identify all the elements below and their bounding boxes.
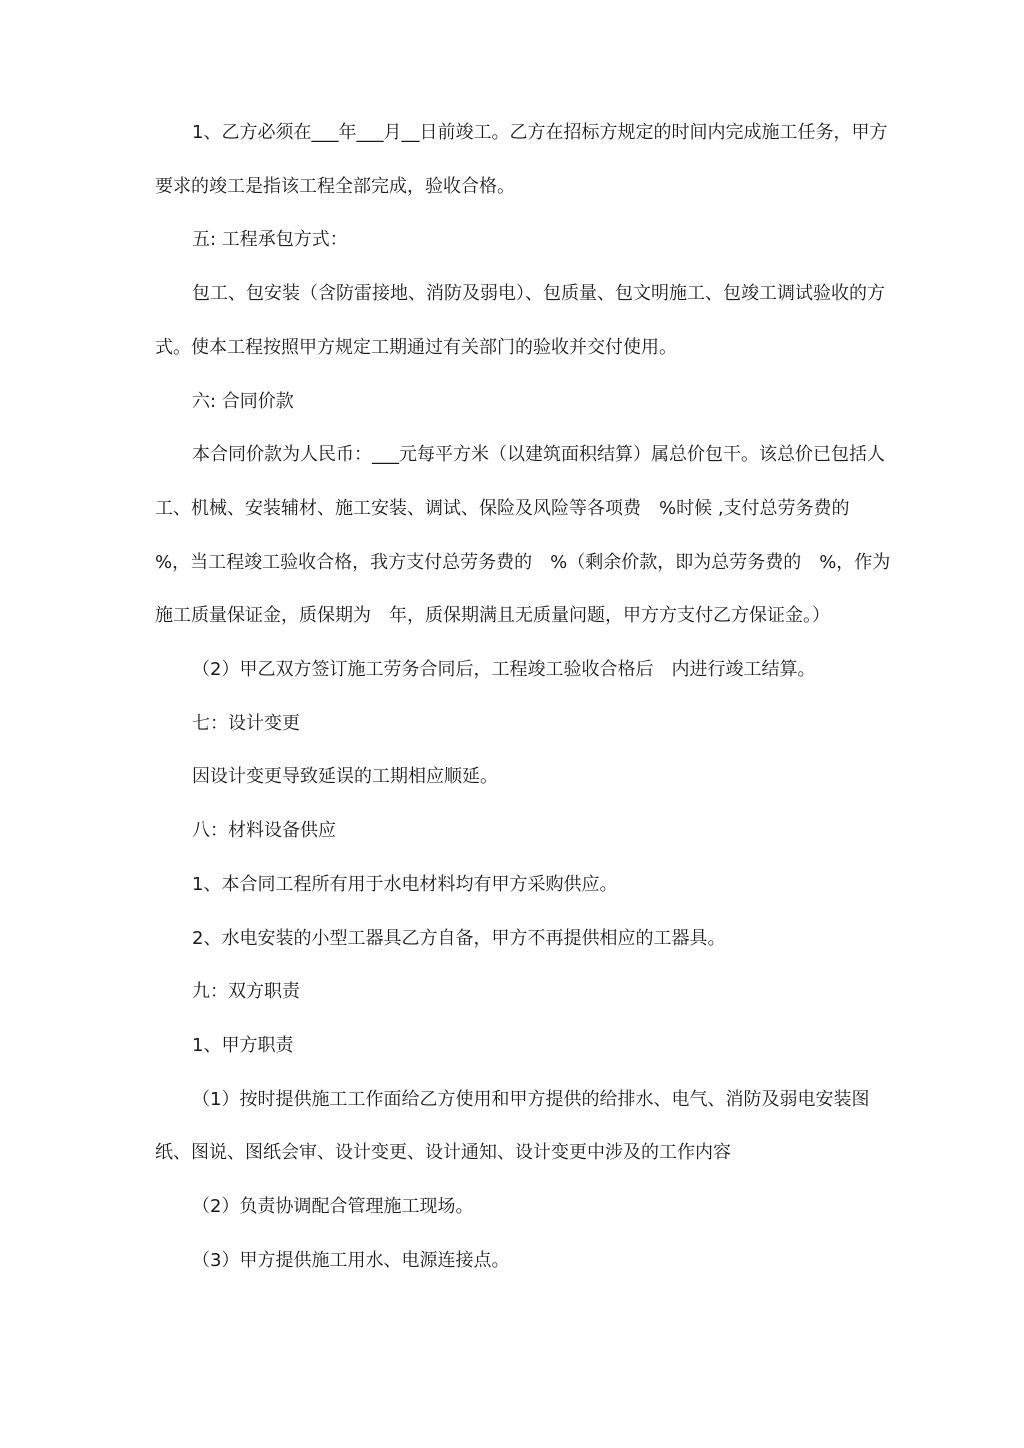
clause-final-settlement: （2）甲乙双方签订施工劳务合同后，工程竣工验收合格后 内进行竣工结算。 xyxy=(192,659,816,681)
clause-material-supply-1: 1、本合同工程所有用于水电材料均有甲方采购供应。 xyxy=(192,873,618,895)
section-heading-contract-price: 六: 合同价款 xyxy=(192,390,294,412)
clause-party-a-duty-3: （3）甲方提供施工用水、电源连接点。 xyxy=(192,1249,510,1271)
clause-party-a-duty-1: （1）按时提供施工工作面给乙方使用和甲方提供的给排水、电气、消防及弱电安装图纸、图说、图纸会审、设计变更、设计通知、设计变更中涉及的工作内容 xyxy=(155,1088,870,1164)
clause-material-supply-2: 2、水电安装的小型工器具乙方自备，甲方不再提供相应的工器具。 xyxy=(192,927,726,949)
section-heading-material-supply: 八：材料设备供应 xyxy=(192,820,336,842)
document-body xyxy=(155,106,895,1287)
clause-completion-date: 1、乙方必须在___年___月__日前竣工。乙方在招标方规定的时间内完成施工任务，甲方要求的竣工是指该工程全部完成，验收合格。 xyxy=(155,122,888,197)
clause-party-a-duty-2: （2）负责协调配合管理施工现场。 xyxy=(192,1196,474,1218)
section-heading-responsibilities: 九：双方职责 xyxy=(192,981,300,1003)
clause-contract-method: 包工、包安装（含防雷接地、消防及弱电）、包质量、包文明施工、包竣工调试验收的方式。使本工程按照甲方规定工期通过有关部门的验收并交付使用。 xyxy=(155,283,885,358)
subheading-party-a-duties: 1、甲方职责 xyxy=(192,1034,294,1056)
section-heading-contract-method: 五: 工程承包方式： xyxy=(192,229,348,251)
clause-design-change: 因设计变更导致延误的工期相应顺延。 xyxy=(192,766,498,788)
clause-contract-price: 本合同价款为人民币：___元每平方米（以建筑面积结算）属总价包干。该总价已包括人工、机械、安装辅材、施工安装、调试、保险及风险等各项费 %时候 ,支付总劳务费的 %，当工程竣工验收合格，我方支付总劳务费的 %（剩余价款，即为总劳务费的 %，作为施工质量保证金，质保期为 年，质保期满且无质量问题，甲方方支付乙方保证金。） xyxy=(155,444,891,627)
section-heading-design-change: 七：设计变更 xyxy=(192,712,300,734)
